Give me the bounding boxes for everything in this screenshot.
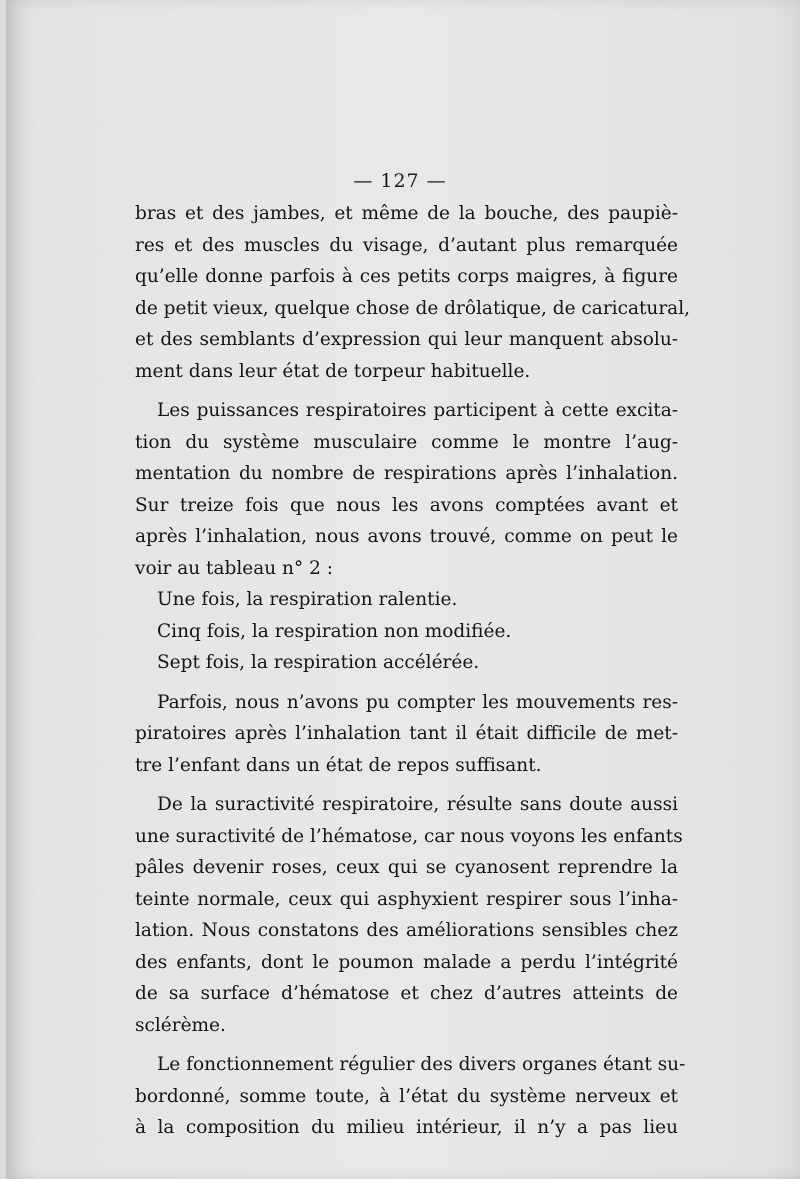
text-line: pâles devenir roses, ceux qui se cyanosent reprendre la: [135, 857, 678, 878]
text-line: et des semblants d’expression qui leur manquent absolu-: [135, 329, 678, 350]
text-line: à la composition du milieu intérieur, il n’y a pas lieu: [135, 1117, 678, 1138]
paragraph-5: [135, 789, 683, 1041]
text-line: bras et des jambes, et même de la bouche, des paupiè-: [135, 203, 678, 224]
text-line: de petit vieux, quelque chose de drôlatique, de caricatural,: [135, 297, 690, 319]
list-item: Une fois, la respiration ralentie.: [157, 589, 458, 610]
page-number: — 127 —: [353, 170, 447, 192]
list-item: Cinq fois, la respiration non modifiée.: [157, 620, 512, 642]
paragraph-1: [135, 198, 690, 387]
text-line: Sur treize fois que nous les avons comptées avant et: [135, 494, 678, 516]
text-line: piratoires après l’inhalation tant il était difficile de met-: [135, 723, 678, 744]
text-line: teinte normale, ceux qui asphyxient respirer sous l’inha-: [135, 888, 678, 910]
text-line: mentation du nombre de respirations après l’inhalation.: [135, 463, 678, 484]
text-line: ment dans leur état de torpeur habituelle.: [135, 360, 531, 382]
text-line: de sa surface d’hématose et chez d’autres atteints de: [135, 983, 678, 1004]
paragraph-3: [135, 584, 678, 679]
text-line: Parfois, nous n’avons pu compter les mouvements res-: [157, 691, 678, 713]
body-text: [135, 198, 690, 1144]
text-line: tre l’enfant dans un état de repos suffisant.: [135, 754, 542, 776]
text-line: bordonné, somme toute, à l’état du système nerveux et: [135, 1085, 678, 1107]
text-line: une suractivité de l’hématose, car nous voyons les enfants: [135, 825, 683, 847]
text-line: des enfants, dont le poumon malade a perdu l’intégrité: [135, 951, 678, 973]
text-line: qu’elle donne parfois à ces petits corps maigres, à figure: [135, 266, 678, 287]
text-line: lation. Nous constatons des améliorations sensibles chez: [135, 920, 678, 941]
text-line: voir au tableau n° 2 :: [135, 557, 333, 579]
paragraph-2: [135, 395, 678, 584]
text-line: De la suractivité respiratoire, résulte sans doute aussi: [157, 794, 678, 815]
text-line: Le fonctionnement régulier des divers organes étant su-: [157, 1054, 686, 1075]
paragraph-4: [135, 687, 678, 782]
paragraph-6: [135, 1049, 686, 1144]
text-line: res et des muscles du visage, d’autant plus remarquée: [135, 234, 678, 256]
text-line: après l’inhalation, nous avons trouvé, comme on peut le: [135, 526, 678, 547]
text-line: tion du système musculaire comme le montre l’aug-: [135, 431, 678, 453]
text-line: sclérème.: [135, 1014, 226, 1036]
list-item: Sept fois, la respiration accélérée.: [157, 652, 480, 673]
text-line: Les puissances respiratoires participent à cette excita-: [157, 400, 678, 421]
